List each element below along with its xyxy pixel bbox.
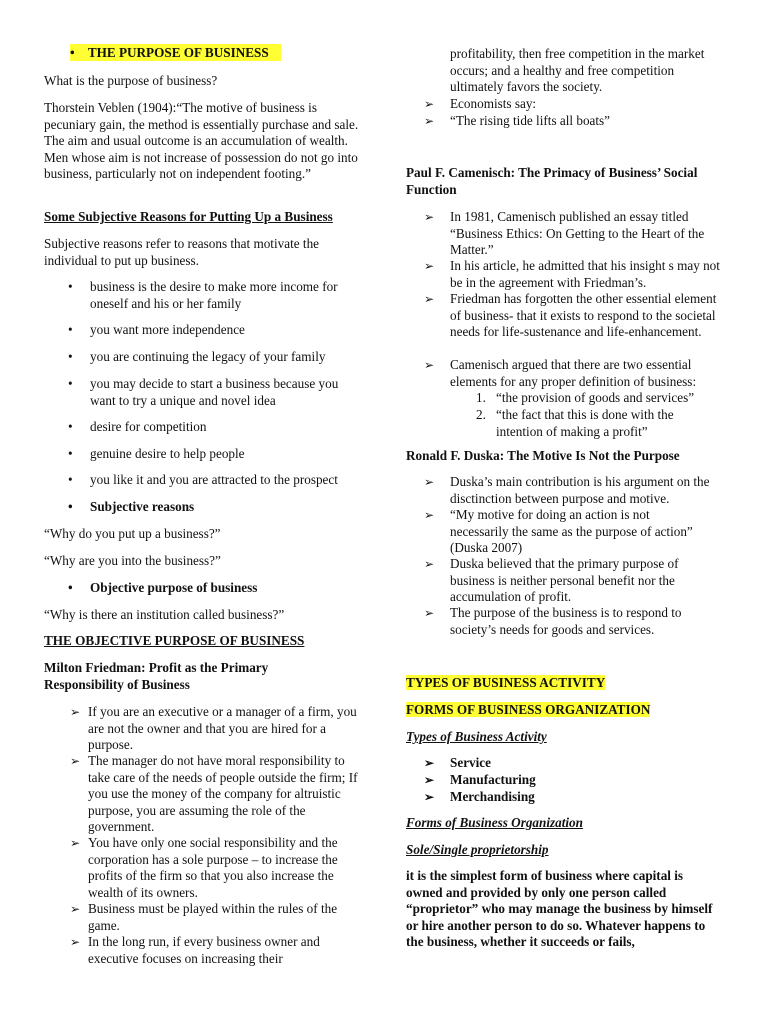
- question-purpose: What is the purpose of business?: [44, 73, 218, 88]
- forms-org-subheading: Forms of Business Organization: [406, 815, 583, 830]
- list-item: Service: [450, 755, 492, 770]
- arrow-bullet-icon: ➢: [424, 210, 435, 224]
- list-item: In the long run, if every business owner and executive focuses on increasing their: [88, 934, 320, 966]
- arrow-bullet-icon: ➢: [424, 557, 435, 571]
- arrow-bullet-icon: ➢: [424, 756, 435, 770]
- list-item: genuine desire to help people: [90, 446, 245, 461]
- list-item: “My motive for doing an action is not necessarily the same as the purpose of action” (Duska 2007): [450, 507, 693, 555]
- arrow-bullet-icon: ➢: [424, 259, 435, 273]
- sole-prop-subheading: Sole/Single proprietorship: [406, 842, 549, 857]
- list-item: Manufacturing: [450, 772, 536, 787]
- subjective-reasons-label: Subjective reasons: [90, 499, 195, 514]
- list-item: In 1981, Camenisch published an essay titled “Business Ethics: On Getting to the Heart of the Matter.”: [450, 209, 705, 257]
- list-item: The manager do not have moral responsibility to take care of the needs of people outside the firm; If you use the money of the company for altruistic purpose, you are assuming the role of the government.: [88, 753, 358, 834]
- forms-org-heading: FORMS OF BUSINESS ORGANIZATION: [406, 702, 651, 717]
- arrow-bullet-icon: ➢: [70, 754, 81, 768]
- list-item: business is the desire to make more income for oneself and his or her family: [90, 279, 338, 311]
- bullet: •: [68, 322, 73, 337]
- list-number: 1.: [476, 390, 486, 405]
- arrow-bullet-icon: ➢: [424, 508, 435, 522]
- list-item: you like it and you are attracted to the prospect: [90, 472, 338, 487]
- list-item: Business must be played within the rules of the game.: [88, 901, 338, 933]
- list-item: Camenisch argued that there are two essential elements for any proper definition of business:: [450, 357, 697, 389]
- arrow-bullet-icon: ➢: [424, 97, 435, 111]
- types-activity-subheading: Types of Business Activity: [406, 729, 547, 744]
- list-item: you want more independence: [90, 322, 245, 337]
- heading-purpose-of-business: [70, 45, 281, 62]
- arrow-bullet-icon: ➢: [424, 790, 435, 804]
- arrow-bullet-icon: ➢: [424, 475, 435, 489]
- arrow-bullet-icon: ➢: [424, 292, 435, 306]
- list-item: “the provision of goods and services”: [496, 390, 695, 405]
- list-item: “The rising tide lifts all boats”: [450, 113, 611, 128]
- arrow-bullet-icon: ➢: [70, 705, 81, 719]
- continuation-text: profitability, then free competition in the market occurs; and a healthy and free competition ultimately favors the society.: [450, 46, 705, 94]
- question-institution: “Why is there an institution called business?”: [44, 607, 285, 622]
- arrow-bullet-icon: ➢: [70, 836, 81, 850]
- list-item: Merchandising: [450, 789, 535, 804]
- friedman-heading: Milton Friedman: Profit as the Primary Responsibility of Business: [44, 660, 269, 692]
- objective-purpose-label: Objective purpose of business: [90, 580, 258, 595]
- heading-text: THE PURPOSE OF BUSINESS: [87, 45, 269, 60]
- bullet: •: [68, 446, 73, 461]
- camenisch-heading: Paul F. Camenisch: The Primacy of Business’ Social Function: [406, 165, 698, 197]
- subjective-heading: Some Subjective Reasons for Putting Up a Business: [44, 209, 333, 224]
- bullet: •: [68, 499, 73, 514]
- heading-bullet: •: [70, 45, 75, 60]
- arrow-bullet-icon: ➢: [70, 902, 81, 916]
- list-item: If you are an executive or a manager of a firm, you are not the owner and that you are hired for a purpose.: [88, 704, 357, 752]
- list-item: you are continuing the legacy of your family: [90, 349, 326, 364]
- list-number: 2.: [476, 407, 486, 422]
- arrow-bullet-icon: ➢: [424, 606, 435, 620]
- bullet: •: [68, 279, 73, 294]
- list-item: you may decide to start a business because you want to try a unique and novel idea: [90, 376, 339, 408]
- bullet: •: [68, 419, 73, 434]
- bullet: •: [68, 349, 73, 364]
- types-activity-heading: TYPES OF BUSINESS ACTIVITY: [406, 675, 606, 690]
- bullet: •: [68, 376, 73, 391]
- subjective-intro: Subjective reasons refer to reasons that motivate the individual to put up business.: [44, 236, 320, 268]
- list-item: Duska’s main contribution is his argument on the disctinction between purpose and motive.: [450, 474, 710, 506]
- list-item: The purpose of the business is to respond to society’s needs for goods and services.: [450, 605, 682, 637]
- list-item: desire for competition: [90, 419, 207, 434]
- arrow-bullet-icon: ➢: [70, 935, 81, 949]
- question-why-into: “Why are you into the business?”: [44, 553, 221, 568]
- arrow-bullet-icon: ➢: [424, 358, 435, 372]
- objective-heading: THE OBJECTIVE PURPOSE OF BUSINESS: [44, 633, 305, 648]
- question-why-put-up: “Why do you put up a business?”: [44, 526, 221, 541]
- list-item: Friedman has forgotten the other essential element of business- that it exists to respond to the societal needs for life-sustenance and life-enhancement.: [450, 291, 717, 339]
- arrow-bullet-icon: ➢: [424, 114, 435, 128]
- list-item: Duska believed that the primary purpose of business is neither personal benefit nor the accumulation of profit.: [450, 556, 679, 604]
- list-item: Economists say:: [450, 96, 537, 111]
- sole-prop-text: it is the simplest form of business where capital is owned and provided by only one person called “proprietor” who may manage the business by himself or hire another person to do so. Whatever happens to the business, whether it succeeds or fails,: [406, 868, 713, 949]
- duska-heading: Ronald F. Duska: The Motive Is Not the Purpose: [406, 448, 680, 463]
- bullet: •: [68, 580, 73, 595]
- list-item: In his article, he admitted that his insight s may not be in the agreement with Friedman’s.: [450, 258, 720, 290]
- list-item: “the fact that this is done with the intention of making a profit”: [496, 407, 674, 439]
- list-item: You have only one social responsibility and the corporation has a sole purpose – to increase the profits of the firm so that you also increase the wealth of its owners.: [88, 835, 338, 900]
- arrow-bullet-icon: ➢: [424, 773, 435, 787]
- veblen-quote: Thorstein Veblen (1904):“The motive of business is pecuniary gain, the method is essentially purchase and sale. The aim and usual outcome is an accumulation of wealth. Men whose aim is not increase of possession do not go into business, particularly not on independent footing.”: [44, 100, 359, 181]
- bullet: •: [68, 472, 73, 487]
